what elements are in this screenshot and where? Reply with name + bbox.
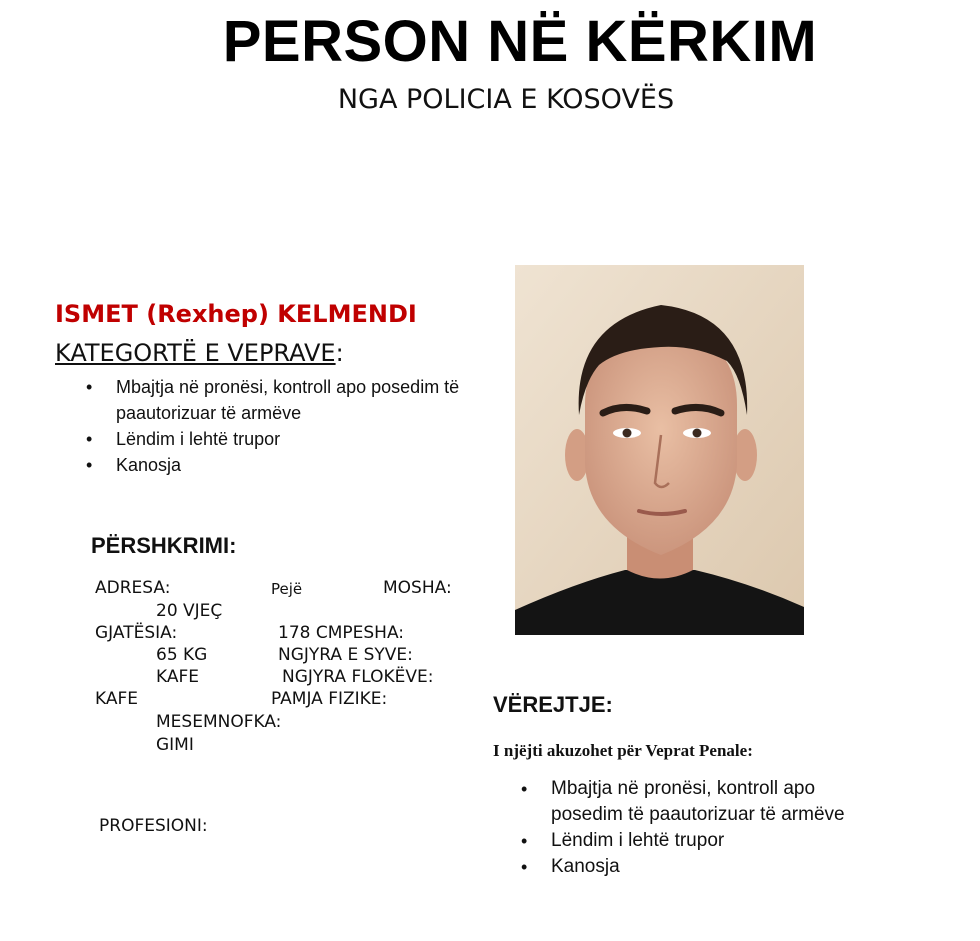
person-name: ISMET (Rexhep) KELMENDI xyxy=(55,300,417,328)
list-item xyxy=(86,426,516,452)
poster-subtitle: NGA POLICIA E KOSOVËS xyxy=(337,84,675,115)
list-item xyxy=(86,452,516,478)
categories-heading-text: KATEGORTË E VEPRAVE xyxy=(55,339,336,367)
criminal-offenses-list xyxy=(521,776,901,880)
appearance-value: MESEMNOFKA: xyxy=(156,712,282,732)
list-item xyxy=(521,828,901,854)
eye-color-label: NGJYRA E SYVE: xyxy=(278,645,413,665)
portrait-illustration xyxy=(515,265,804,635)
profession-label: PROFESIONI: xyxy=(99,816,208,836)
list-item xyxy=(86,374,516,426)
offense-categories-list xyxy=(86,374,516,478)
categories-heading xyxy=(55,339,344,367)
list-item-text: Kanosja xyxy=(551,856,620,877)
list-item-text-cont: posedim të paautorizuar të armëve xyxy=(551,804,845,825)
appearance-extra: GIMI xyxy=(156,735,194,755)
list-item-text: Lëndim i lehtë trupor xyxy=(116,429,281,449)
list-item xyxy=(521,854,901,880)
list-item xyxy=(521,776,901,828)
address-value: Pejë xyxy=(271,580,303,598)
accused-line: I njëjti akuzohet për Veprat Penale: xyxy=(493,741,753,760)
age-value: 20 VJEÇ xyxy=(156,601,223,621)
height-value: 178 CM xyxy=(278,623,343,643)
height-label: GJATËSIA: xyxy=(95,623,178,643)
appearance-label: PAMJA FIZIKE: xyxy=(271,689,388,709)
poster-title: PERSON NË KËRKIM xyxy=(222,9,818,74)
height-weight-line xyxy=(278,623,404,643)
portrait-photo xyxy=(515,265,804,635)
hair-color-label: NGJYRA FLOKËVE: xyxy=(282,667,434,687)
eye-color-value: KAFE xyxy=(156,667,199,687)
weight-label: PESHA: xyxy=(342,623,405,643)
hair-color-value: KAFE xyxy=(95,689,138,709)
list-item-text: Kanosja xyxy=(116,455,182,475)
list-item-text: Mbajtja në pronësi, kontroll apo posedim të xyxy=(116,377,460,397)
categories-heading-colon: : xyxy=(335,339,344,367)
list-item-text-cont: paautorizuar të armëve xyxy=(116,403,302,423)
list-item-text: Lëndim i lehtë trupor xyxy=(551,830,725,851)
list-item-text: Mbajtja në pronësi, kontroll apo xyxy=(551,778,816,799)
age-label: MOSHA: xyxy=(383,578,452,598)
weight-value: 65 KG xyxy=(156,645,208,665)
address-label: ADRESA: xyxy=(95,578,171,598)
description-heading: PËRSHKRIMI: xyxy=(91,533,237,558)
notes-heading: VËREJTJE: xyxy=(493,692,613,717)
